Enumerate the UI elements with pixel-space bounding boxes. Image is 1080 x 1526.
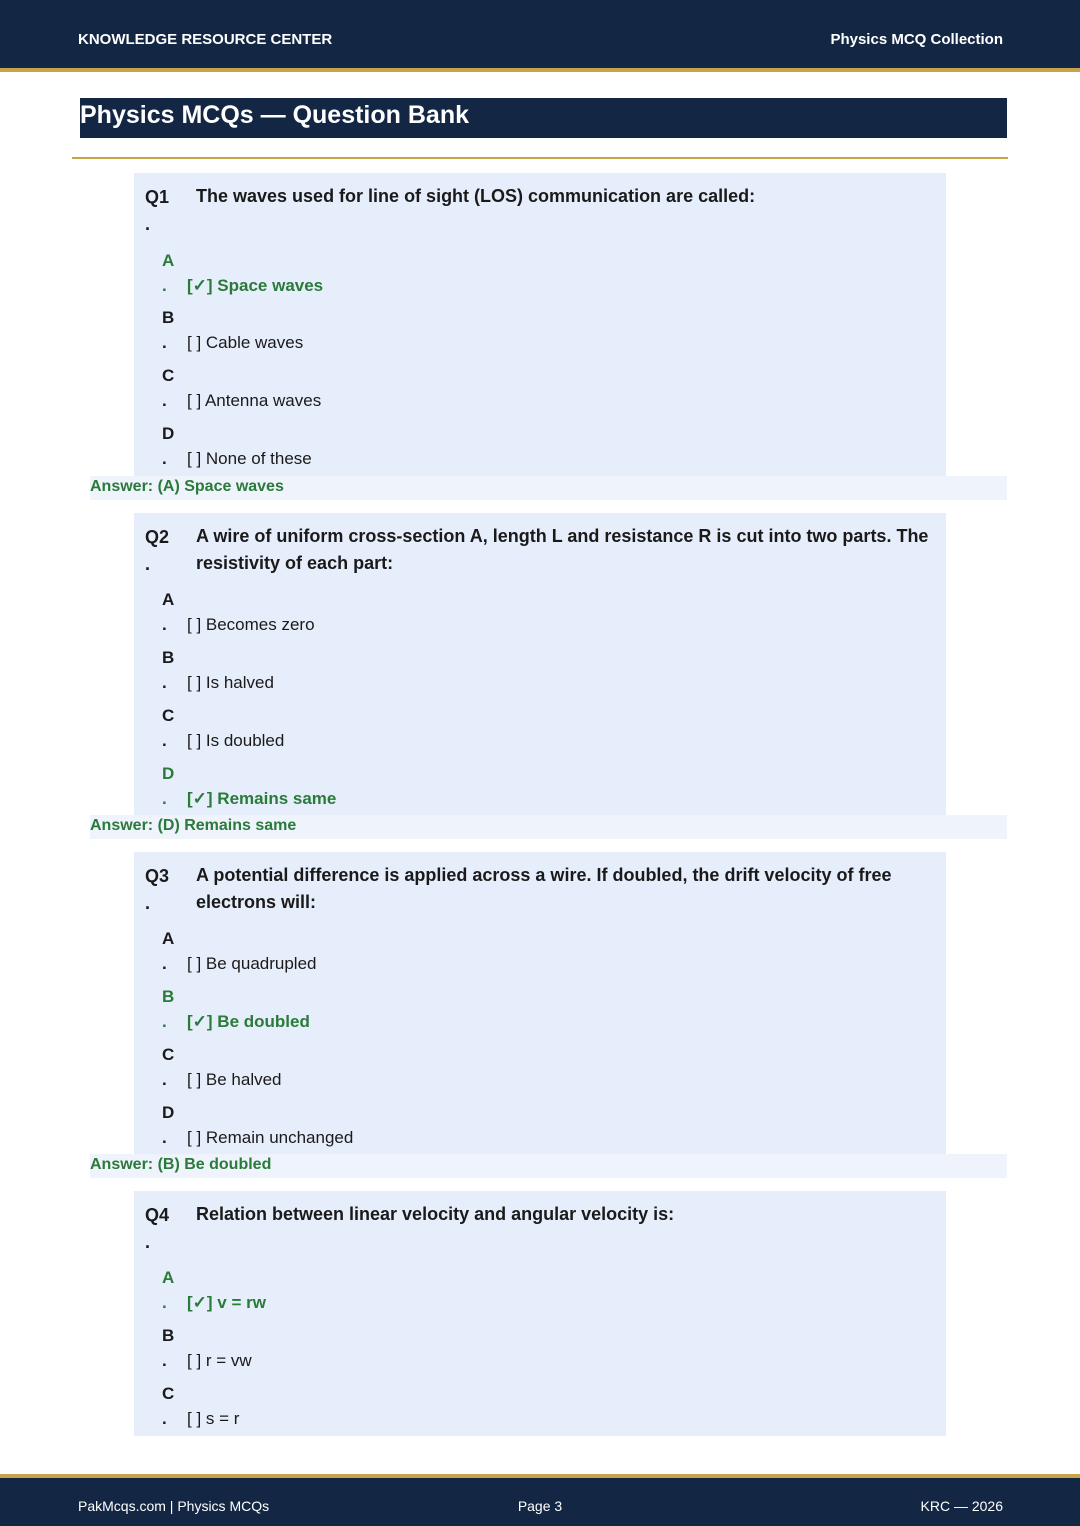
option-dot: .	[162, 333, 167, 352]
option-text: [ ] Is doubled	[187, 731, 285, 750]
question-number: Q2	[145, 527, 170, 547]
option-text: [ ] None of these	[187, 449, 312, 468]
question-text: The waves used for line of sight (LOS) communication are called:	[196, 186, 756, 206]
option-text: [ ] Be halved	[187, 1070, 282, 1089]
question-text: Relation between linear velocity and angular velocity is:	[196, 1204, 675, 1224]
option-text: [ ] s = r	[187, 1409, 240, 1428]
option-correct: [✓] Be doubled	[187, 1012, 310, 1031]
option-dot: .	[162, 615, 167, 634]
header-org-name: KNOWLEDGE RESOURCE CENTER	[78, 31, 333, 48]
question-number: Q1	[145, 187, 170, 207]
page-title: Physics MCQs — Question Bank	[80, 101, 469, 129]
question-number-dot: .	[145, 554, 151, 574]
page-footer	[0, 1478, 1080, 1526]
page-number: Page 3	[517, 1498, 563, 1514]
option-letter: B	[162, 648, 175, 667]
option-dot: .	[162, 789, 167, 808]
option-dot: .	[162, 673, 167, 692]
option-text: [ ] Antenna waves	[187, 391, 322, 410]
question-text: A potential difference is applied across a wire. If doubled, the drift velocity of free electrons will:	[196, 865, 892, 912]
answer-line: Answer: (B) Be doubled	[90, 1156, 272, 1173]
option-text: [ ] Cable waves	[187, 333, 304, 352]
option-letter: B	[162, 1326, 175, 1345]
option-dot: .	[162, 276, 167, 295]
answer-line: Answer: (A) Space waves	[90, 478, 284, 495]
option-dot: .	[162, 1012, 167, 1031]
option-dot: .	[162, 1409, 167, 1428]
answer-line: Answer: (D) Remains same	[90, 817, 297, 834]
option-letter: D	[162, 764, 175, 783]
option-letter: C	[162, 1045, 175, 1064]
option-dot: .	[162, 1128, 167, 1147]
option-dot: .	[162, 731, 167, 750]
option-dot: .	[162, 1293, 167, 1312]
option-text: [ ] Remain unchanged	[187, 1128, 354, 1147]
option-letter: B	[162, 987, 175, 1006]
option-letter: A	[162, 1268, 175, 1287]
question-number-dot: .	[145, 1232, 151, 1252]
option-dot: .	[162, 391, 167, 410]
question-number-dot: .	[145, 893, 151, 913]
question-number: Q4	[145, 1205, 170, 1225]
option-correct: [✓] Remains same	[187, 789, 337, 808]
option-text: [ ] r = vw	[187, 1351, 252, 1370]
option-dot: .	[162, 1070, 167, 1089]
option-text: [ ] Becomes zero	[187, 615, 315, 634]
option-dot: .	[162, 954, 167, 973]
option-letter: C	[162, 366, 175, 385]
footer-source: PakMcqs.com | Physics MCQs	[78, 1498, 270, 1514]
header-divider	[0, 68, 1080, 72]
option-letter: D	[162, 424, 175, 443]
option-letter: C	[162, 706, 175, 725]
option-letter: A	[162, 929, 175, 948]
option-text: [ ] Be quadrupled	[187, 954, 317, 973]
option-letter: C	[162, 1384, 175, 1403]
header-collection-name: Physics MCQ Collection	[830, 31, 1003, 48]
option-letter: A	[162, 251, 175, 270]
option-dot: .	[162, 1351, 167, 1370]
question-card	[134, 173, 946, 480]
option-letter: B	[162, 308, 175, 327]
option-correct: [✓] v = rw	[187, 1293, 266, 1312]
title-divider	[72, 157, 1008, 159]
title-band	[80, 98, 1007, 138]
option-text: [ ] Is halved	[187, 673, 274, 692]
option-letter: D	[162, 1103, 175, 1122]
page-header	[0, 0, 1080, 68]
question-number-dot: .	[145, 214, 151, 234]
question-number: Q3	[145, 866, 170, 886]
option-dot: .	[162, 449, 167, 468]
option-letter: A	[162, 590, 175, 609]
footer-right-label: KRC — 2026	[920, 1498, 1003, 1514]
question-text: A wire of uniform cross-section A, length L and resistance R is cut into two parts. The resistivity of each part:	[196, 526, 929, 573]
option-correct: [✓] Space waves	[187, 276, 324, 295]
